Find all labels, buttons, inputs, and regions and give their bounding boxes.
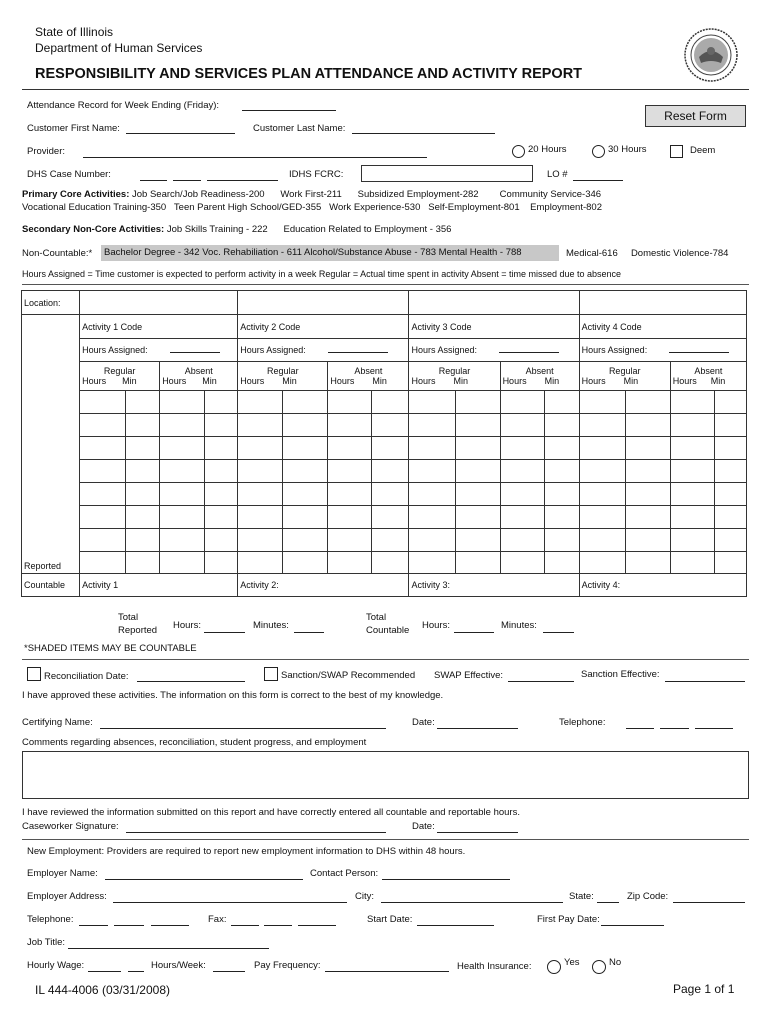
certifying-date-label: Date:: [412, 717, 435, 728]
hours-week-label: Hours/Week:: [151, 960, 206, 971]
case-number-part3[interactable]: [207, 180, 278, 181]
time-entry-cell[interactable]: [670, 529, 714, 552]
time-entry-cell[interactable]: [372, 483, 409, 506]
time-entry-cell[interactable]: [579, 483, 625, 506]
pay-frequency-label: Pay Frequency:: [254, 960, 321, 971]
case-number-part1[interactable]: [140, 180, 167, 181]
form-number: IL 444-4006 (03/31/2008): [35, 983, 170, 997]
hours-assigned-label: Hours Assigned:: [581, 345, 648, 355]
definitions-text: Hours Assigned = Time customer is expected to perform activity in a week Regular = Actual time spent in activity Absent = time missed due to absence: [22, 269, 622, 279]
activity-2-code[interactable]: Activity 2 Code: [238, 315, 409, 339]
state-input[interactable]: [597, 902, 619, 903]
employer-telephone-part2[interactable]: [114, 925, 144, 926]
time-entry-cell[interactable]: [409, 529, 455, 552]
time-entry-cell[interactable]: [160, 460, 205, 483]
time-entry-cell[interactable]: [205, 414, 238, 437]
time-entry-cell[interactable]: [670, 506, 714, 529]
location-input-4[interactable]: [579, 291, 746, 315]
reported-label: Reported: [22, 552, 80, 574]
time-entry-cell[interactable]: [544, 506, 579, 529]
fcrc-input[interactable]: [361, 165, 533, 182]
row-label-cell: [22, 391, 80, 414]
first-pay-date-input[interactable]: [601, 925, 664, 926]
illinois-seal-icon: [683, 27, 739, 83]
time-entry-cell[interactable]: [238, 529, 283, 552]
employer-name-input[interactable]: [105, 879, 303, 880]
reset-form-button[interactable]: Reset Form: [645, 105, 746, 127]
time-entry-cell[interactable]: [500, 437, 544, 460]
time-entry-cell[interactable]: [544, 391, 579, 414]
row-label-cell: [22, 414, 80, 437]
reported-cell[interactable]: [205, 552, 238, 574]
regular-header: Regular Hours Min: [238, 362, 328, 391]
location-label: Location:: [22, 291, 80, 315]
job-title-input[interactable]: [68, 948, 269, 949]
time-entry-cell[interactable]: [372, 437, 409, 460]
health-insurance-no-label: No: [609, 957, 622, 968]
contact-person-label: Contact Person:: [310, 868, 379, 879]
time-entry-cell[interactable]: [579, 414, 625, 437]
zip-code-input[interactable]: [673, 902, 745, 903]
job-title-label: Job Title:: [27, 937, 66, 948]
fax-part2[interactable]: [264, 925, 292, 926]
approval-statement: I have approved these activities. The information on this form is correct to the best of my knowledge.: [22, 690, 444, 701]
new-employment-notice: New Employment: Providers are required to report new employment information to DHS within 48 hours.: [27, 846, 466, 857]
time-entry-cell[interactable]: [160, 391, 205, 414]
reported-cell[interactable]: [579, 552, 625, 574]
provider-input[interactable]: [83, 157, 427, 158]
page-number: Page 1 of 1: [673, 982, 735, 996]
time-entry-cell[interactable]: [205, 437, 238, 460]
employer-telephone-part1[interactable]: [79, 925, 108, 926]
time-entry-cell[interactable]: [205, 506, 238, 529]
health-insurance-label: Health Insurance:: [457, 961, 532, 972]
shaded-note: *SHADED ITEMS MAY BE COUNTABLE: [24, 643, 197, 654]
secondary-activities-label: Secondary Non-Core Activities:: [22, 224, 165, 235]
state-label: State:: [569, 891, 594, 902]
total-reported-label-2: Reported: [118, 625, 158, 636]
countable-activity-1[interactable]: Activity 1: [80, 574, 238, 597]
time-entry-cell[interactable]: [126, 414, 160, 437]
health-insurance-no-radio[interactable]: [592, 960, 606, 974]
sanction-effective-label: Sanction Effective:: [581, 669, 660, 680]
time-entry-cell[interactable]: [283, 483, 328, 506]
time-entry-cell[interactable]: [205, 460, 238, 483]
sanction-label: Sanction/SWAP Recommended: [281, 670, 416, 681]
time-entry-cell[interactable]: [670, 483, 714, 506]
time-entry-cell[interactable]: [714, 437, 746, 460]
countable-activity-4[interactable]: Activity 4:: [579, 574, 746, 597]
state-name: State of Illinois: [35, 25, 114, 39]
total-countable-minutes-input[interactable]: [543, 632, 574, 633]
total-reported-label-1: Total: [118, 612, 139, 623]
health-insurance-yes-radio[interactable]: [547, 960, 561, 974]
hours-assigned-4[interactable]: [579, 339, 746, 362]
fax-label: Fax:: [208, 914, 227, 925]
time-entry-cell[interactable]: [328, 460, 372, 483]
certifying-date-input[interactable]: [437, 728, 518, 729]
time-entry-cell[interactable]: [714, 391, 746, 414]
time-entry-cell[interactable]: [714, 529, 746, 552]
absent-header: Absent Hours Min: [160, 362, 238, 391]
countable-activity-3[interactable]: Activity 3:: [409, 574, 579, 597]
time-entry-cell[interactable]: [544, 414, 579, 437]
time-entry-cell[interactable]: [126, 437, 160, 460]
reconciliation-checkbox[interactable]: [27, 667, 41, 681]
last-name-input[interactable]: [352, 133, 495, 134]
deem-checkbox[interactable]: [670, 145, 683, 158]
start-date-label: Start Date:: [367, 914, 413, 925]
comments-textarea[interactable]: [22, 751, 749, 799]
time-entry-cell[interactable]: [544, 460, 579, 483]
time-entry-cell[interactable]: [328, 506, 372, 529]
sanction-effective-input[interactable]: [665, 681, 745, 682]
attendance-table: [21, 290, 747, 597]
time-entry-cell[interactable]: [80, 529, 126, 552]
time-entry-cell[interactable]: [544, 483, 579, 506]
time-entry-cell[interactable]: [283, 414, 328, 437]
non-countable-shaded: Bachelor Degree - 342 Voc. Rehabiliation - 611 Alcohol/Substance Abuse - 783 Mental Health - 788: [101, 245, 559, 261]
week-ending-input[interactable]: [242, 110, 336, 111]
time-entry-cell[interactable]: [238, 460, 283, 483]
time-entry-cell[interactable]: [238, 483, 283, 506]
time-entry-cell[interactable]: [126, 391, 160, 414]
reported-cell[interactable]: [409, 552, 455, 574]
total-countable-label-1: Total: [366, 612, 387, 623]
time-entry-cell[interactable]: [409, 391, 455, 414]
reviewed-statement: I have reviewed the information submitted on this report and have correctly entered all countable and reportable hours.: [22, 807, 520, 818]
row-label-cell: [22, 529, 80, 552]
time-entry-cell[interactable]: [160, 506, 205, 529]
row-label-cell: [22, 483, 80, 506]
employer-telephone-label: Telephone:: [27, 914, 74, 925]
time-entry-cell[interactable]: [455, 529, 500, 552]
comments-label: Comments regarding absences, reconciliation, student progress, and employment: [22, 737, 367, 748]
employer-telephone-part3[interactable]: [151, 925, 189, 926]
certifying-telephone-part2[interactable]: [660, 728, 689, 729]
location-input-2[interactable]: [238, 291, 409, 315]
hourly-wage-label: Hourly Wage:: [27, 960, 85, 971]
reported-cell[interactable]: [372, 552, 409, 574]
time-entry-cell[interactable]: [409, 506, 455, 529]
time-entry-cell[interactable]: [238, 437, 283, 460]
caseworker-date-input[interactable]: [437, 832, 518, 833]
time-entry-cell[interactable]: [372, 529, 409, 552]
certifying-name-label: Certifying Name:: [22, 717, 93, 728]
time-entry-cell[interactable]: [670, 437, 714, 460]
first-name-input[interactable]: [126, 133, 235, 134]
city-label: City:: [355, 891, 374, 902]
time-entry-cell[interactable]: [579, 460, 625, 483]
location-input-3[interactable]: [409, 291, 579, 315]
regular-header: Regular Hours Min: [409, 362, 500, 391]
hours-assigned-label: Hours Assigned:: [82, 345, 148, 355]
time-entry-cell[interactable]: [328, 414, 372, 437]
first-name-label: Customer First Name:: [27, 123, 120, 134]
certifying-telephone-part1[interactable]: [626, 728, 654, 729]
time-entry-cell[interactable]: [455, 414, 500, 437]
hours-assigned-label: Hours Assigned:: [411, 345, 477, 355]
reported-cell[interactable]: [80, 552, 126, 574]
time-entry-cell[interactable]: [670, 391, 714, 414]
time-entry-cell[interactable]: [670, 460, 714, 483]
time-entry-cell[interactable]: [372, 506, 409, 529]
last-name-label: Customer Last Name:: [253, 123, 346, 134]
time-entry-cell[interactable]: [714, 506, 746, 529]
time-entry-cell[interactable]: [126, 529, 160, 552]
time-entry-cell[interactable]: [238, 414, 283, 437]
time-entry-cell[interactable]: [409, 414, 455, 437]
total-countable-minutes-label: Minutes:: [501, 620, 537, 631]
primary-activities-line1: Job Search/Job Readiness-200 Work First-211 Subsidized Employment-282 Community Service-346: [132, 189, 602, 200]
reported-cell[interactable]: [670, 552, 714, 574]
time-entry-cell[interactable]: [670, 414, 714, 437]
employer-address-input[interactable]: [113, 902, 347, 903]
case-number-label: DHS Case Number:: [27, 169, 111, 180]
reported-cell[interactable]: [714, 552, 746, 574]
time-entry-cell[interactable]: [409, 483, 455, 506]
caseworker-date-label: Date:: [412, 821, 435, 832]
time-entry-cell[interactable]: [714, 460, 746, 483]
employer-name-label: Employer Name:: [27, 868, 98, 879]
time-entry-cell[interactable]: [579, 529, 625, 552]
row-label-cell: [22, 437, 80, 460]
time-entry-cell[interactable]: [283, 391, 328, 414]
contact-person-input[interactable]: [382, 879, 510, 880]
hours-30-label: 30 Hours: [608, 144, 647, 155]
total-reported-minutes-label: Minutes:: [253, 620, 289, 631]
time-entry-cell[interactable]: [409, 437, 455, 460]
reported-cell[interactable]: [328, 552, 372, 574]
certifying-telephone-label: Telephone:: [559, 717, 606, 728]
reconciliation-date-input[interactable]: [137, 681, 245, 682]
reported-cell[interactable]: [500, 552, 544, 574]
time-entry-cell[interactable]: [160, 414, 205, 437]
employer-address-label: Employer Address:: [27, 891, 107, 902]
time-entry-cell[interactable]: [372, 460, 409, 483]
total-reported-minutes-input[interactable]: [294, 632, 324, 633]
lo-label: LO #: [547, 169, 568, 180]
time-entry-cell[interactable]: [714, 414, 746, 437]
time-entry-cell[interactable]: [205, 391, 238, 414]
countable-label: Countable: [22, 574, 80, 597]
reported-cell[interactable]: [126, 552, 160, 574]
time-entry-cell[interactable]: [80, 414, 126, 437]
time-entry-cell[interactable]: [283, 529, 328, 552]
time-entry-cell[interactable]: [205, 483, 238, 506]
time-entry-cell[interactable]: [205, 529, 238, 552]
caseworker-signature-label: Caseworker Signature:: [22, 821, 119, 832]
time-entry-cell[interactable]: [372, 414, 409, 437]
time-entry-cell[interactable]: [544, 437, 579, 460]
swap-effective-label: SWAP Effective:: [434, 670, 503, 681]
time-entry-cell[interactable]: [500, 414, 544, 437]
primary-activities-label: Primary Core Activities:: [22, 189, 130, 200]
hourly-wage-dollars[interactable]: [88, 971, 121, 972]
zip-code-label: Zip Code:: [627, 891, 669, 902]
time-entry-cell[interactable]: [409, 460, 455, 483]
time-entry-cell[interactable]: [238, 391, 283, 414]
reported-cell[interactable]: [544, 552, 579, 574]
time-entry-cell[interactable]: [328, 437, 372, 460]
department-name: Department of Human Services: [35, 41, 203, 55]
regular-header: Regular Hours Min: [80, 362, 160, 391]
time-entry-cell[interactable]: [283, 460, 328, 483]
time-entry-cell[interactable]: [283, 437, 328, 460]
time-entry-cell[interactable]: [455, 437, 500, 460]
hours-assigned-2[interactable]: [238, 339, 409, 362]
non-countable-label: Non-Countable:*: [22, 248, 93, 259]
time-entry-cell[interactable]: [500, 483, 544, 506]
time-entry-cell[interactable]: [372, 391, 409, 414]
city-input[interactable]: [381, 902, 563, 903]
time-entry-cell[interactable]: [238, 506, 283, 529]
time-entry-cell[interactable]: [126, 483, 160, 506]
total-countable-hours-input[interactable]: [454, 632, 494, 633]
reconciliation-date-label: Reconciliation Date:: [44, 671, 129, 682]
time-entry-cell[interactable]: [80, 506, 126, 529]
row-label-cell: [22, 506, 80, 529]
first-pay-date-label: First Pay Date:: [537, 914, 600, 925]
time-entry-cell[interactable]: [126, 506, 160, 529]
hours-assigned-1[interactable]: [80, 339, 238, 362]
lo-input[interactable]: [573, 180, 623, 181]
time-entry-cell[interactable]: [455, 483, 500, 506]
fcrc-label: IDHS FCRC:: [289, 169, 344, 180]
hours-20-radio[interactable]: [512, 145, 525, 158]
time-entry-cell[interactable]: [455, 506, 500, 529]
time-entry-cell[interactable]: [625, 414, 670, 437]
activity-1-code[interactable]: Activity 1 Code: [80, 315, 238, 339]
reported-cell[interactable]: [283, 552, 328, 574]
time-entry-cell[interactable]: [500, 460, 544, 483]
time-entry-cell[interactable]: [714, 483, 746, 506]
location-input-1[interactable]: [80, 291, 238, 315]
reported-cell[interactable]: [160, 552, 205, 574]
reported-cell[interactable]: [238, 552, 283, 574]
time-entry-cell[interactable]: [80, 391, 126, 414]
absent-header: Absent Hours Min: [670, 362, 746, 391]
time-entry-cell[interactable]: [625, 460, 670, 483]
secondary-activities-text: Job Skills Training - 222 Education Related to Employment - 356: [166, 224, 452, 235]
time-entry-cell[interactable]: [283, 506, 328, 529]
fax-part3[interactable]: [298, 925, 336, 926]
time-entry-cell[interactable]: [625, 391, 670, 414]
certifying-telephone-part3[interactable]: [695, 728, 733, 729]
week-ending-label: Attendance Record for Week Ending (Friday):: [27, 100, 220, 111]
total-countable-label-2: Countable: [366, 625, 410, 636]
time-entry-cell[interactable]: [160, 529, 205, 552]
row-label-cell: [22, 460, 80, 483]
deem-label: Deem: [690, 145, 716, 156]
case-number-part2[interactable]: [173, 180, 201, 181]
time-entry-cell[interactable]: [579, 506, 625, 529]
time-entry-cell[interactable]: [625, 437, 670, 460]
time-entry-cell[interactable]: [500, 529, 544, 552]
countable-activity-2[interactable]: Activity 2:: [238, 574, 409, 597]
sanction-checkbox[interactable]: [264, 667, 278, 681]
reported-cell[interactable]: [625, 552, 670, 574]
caseworker-signature-input[interactable]: [126, 832, 386, 833]
hours-week-input[interactable]: [213, 971, 245, 972]
hours-assigned-label: Hours Assigned:: [240, 345, 306, 355]
time-entry-cell[interactable]: [579, 437, 625, 460]
time-entry-cell[interactable]: [328, 391, 372, 414]
time-entry-cell[interactable]: [80, 460, 126, 483]
primary-activities-line2: Vocational Education Training-350 Teen Parent High School/GED-355 Work Experience-530 Self-Employment-801 Employment-802: [22, 202, 602, 213]
time-entry-cell[interactable]: [455, 460, 500, 483]
time-entry-cell[interactable]: [80, 437, 126, 460]
time-entry-cell[interactable]: [328, 529, 372, 552]
fax-part1[interactable]: [231, 925, 259, 926]
provider-label: Provider:: [27, 146, 66, 157]
start-date-input[interactable]: [417, 925, 494, 926]
time-entry-cell[interactable]: [544, 529, 579, 552]
absent-header: Absent Hours Min: [328, 362, 409, 391]
reported-cell[interactable]: [455, 552, 500, 574]
absent-header: Absent Hours Min: [500, 362, 579, 391]
total-reported-hours-input[interactable]: [204, 632, 245, 633]
activity-3-code[interactable]: Activity 3 Code: [409, 315, 579, 339]
total-countable-hours-label: Hours:: [422, 620, 450, 631]
page-title: RESPONSIBILITY AND SERVICES PLAN ATTENDANCE AND ACTIVITY REPORT: [35, 66, 583, 82]
hours-30-radio[interactable]: [592, 145, 605, 158]
non-countable-rest: Medical-616 Domestic Violence-784: [566, 248, 729, 259]
time-entry-cell[interactable]: [80, 483, 126, 506]
hours-assigned-3[interactable]: [409, 339, 579, 362]
time-entry-cell[interactable]: [500, 506, 544, 529]
swap-effective-input[interactable]: [508, 681, 574, 682]
total-reported-hours-label: Hours:: [173, 620, 201, 631]
hours-20-label: 20 Hours: [528, 144, 567, 155]
activity-4-code[interactable]: Activity 4 Code: [579, 315, 746, 339]
time-entry-cell[interactable]: [579, 391, 625, 414]
time-entry-cell[interactable]: [160, 483, 205, 506]
time-entry-cell[interactable]: [160, 437, 205, 460]
time-entry-cell[interactable]: [625, 483, 670, 506]
regular-header: Regular Hours Min: [579, 362, 670, 391]
pay-frequency-input[interactable]: [325, 971, 449, 972]
hourly-wage-cents[interactable]: [128, 971, 144, 972]
time-entry-cell[interactable]: [625, 529, 670, 552]
health-insurance-yes-label: Yes: [564, 957, 580, 968]
time-entry-cell[interactable]: [500, 391, 544, 414]
time-entry-cell[interactable]: [455, 391, 500, 414]
time-entry-cell[interactable]: [126, 460, 160, 483]
time-entry-cell[interactable]: [328, 483, 372, 506]
certifying-name-input[interactable]: [100, 728, 386, 729]
time-entry-cell[interactable]: [625, 506, 670, 529]
